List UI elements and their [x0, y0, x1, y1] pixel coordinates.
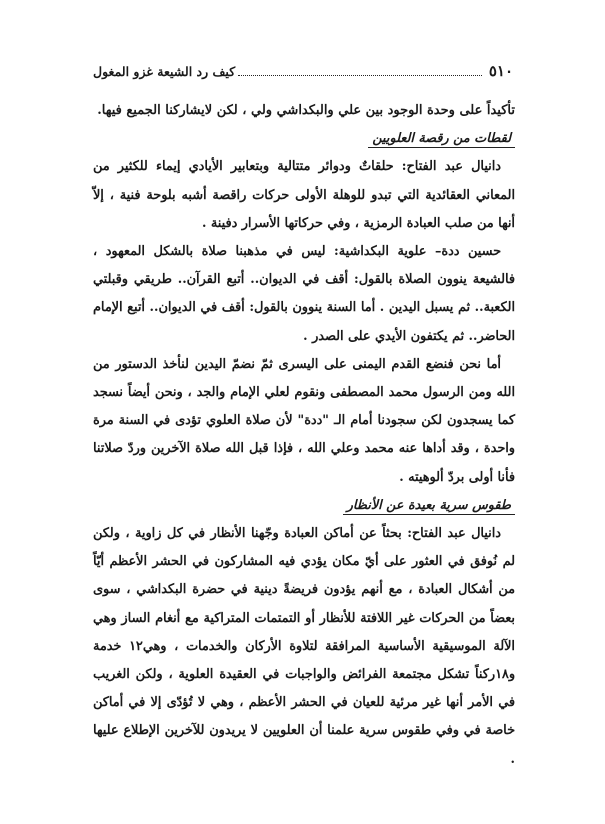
paragraph-2: حسين ددة– علوية البكداشية: ليس في مذهبنا صلاة بالشكل المعهود ، فالشيعة ينوون الصلاة بالقول: أقف في الديوان.. أتبع القرآن.. طريقي وقبلتي الكعبة.. ثم يسبل اليدين . أما السنة ينوون بالقول: أقف في الديوان.. أتبع الإمام الحاضر.. ثم يكتفون الأيدي على الصدر .	[93, 244, 515, 344]
paragraph-1: دانيال عبد الفتاح: حلقاتٌ ودوائر متتالية وبتعابير الأيادي إيماء للكثير من المعاني العقائدية التي تبدو للوهلة الأولى حركات راقصة أشبه بلوحة فنية ، إلاّ أنها من صلب العبادة الرمزية ، وفي حركاتها الأسرار دفينة .	[93, 159, 515, 231]
section-heading-dance-text: لقطات من رقصة العلويين	[368, 131, 515, 148]
section-heading-dance	[93, 125, 515, 153]
page-body	[93, 97, 515, 774]
book-title: كيف رد الشيعة غزو المغول	[93, 64, 236, 79]
intro-line: تأكيداً على وحدة الوجود بين علي والبكداشي ولي ، لكن لايشاركنا الجميع فيها.	[97, 103, 515, 118]
header-dot-leader	[238, 64, 482, 76]
section-heading-rituals-text: طقوس سرية بعيدة عن الأنظار	[343, 498, 515, 515]
section-heading-rituals	[93, 492, 515, 520]
paragraph-3: أما نحن فنضع القدم اليمنى على اليسرى ثمّ نضمّ اليدين لنأخذ الدستور من الله ومن الرسول محمد المصطفى ونقوم لعلي الإمام والجد ، ونحن أيضاً نسجد كما يسجدون لكن سجودنا أمام الـ "ددة" لأن صلاة العلوي تؤدى في السنة مرة واحدة ، وقد أداها عنه محمد وعلي الله ، فإذا قبل الله صلاة الآخرين وردّ صلاتنا فأنا أولى بردّ ألوهيته .	[93, 356, 515, 485]
running-header	[93, 62, 513, 82]
page-number: ٥١٠	[488, 62, 513, 80]
paragraph-4: دانيال عبد الفتاح: بحثاً عن أماكن العبادة وجّهنا الأنظار في كل زاوية ، ولكن لم نُوفق في العثور على أيّ مكان يؤدي فيه المشاركون في الحشر الأعظم أيّاً من أشكال العبادة ، مع أنهم يؤدون فريضةً دينية في حضرة البكداشي ، سوى بعضاً من الحركات غير اللافتة للأنظار أو التمتمات المتراكية مع أنغام الساز وهي الآلة الموسيقية الأساسية المرافقة لتلاوة الأركان والخدمات ، وهي١٢ خدمة و١٨ركناً تشكل مجتمعة الفرائض والواجبات في العقيدة العلوية ، ولكن الغريب في الأمر أنها غير مرئية للعيان في الحشر الأعظم ، وهي لا تُؤدّى إلا في أماكن خاصة في وفي طقوس سرية علمنا أن العلويين لا يريدون للآخرين الإطلاع عليها .	[93, 526, 515, 767]
